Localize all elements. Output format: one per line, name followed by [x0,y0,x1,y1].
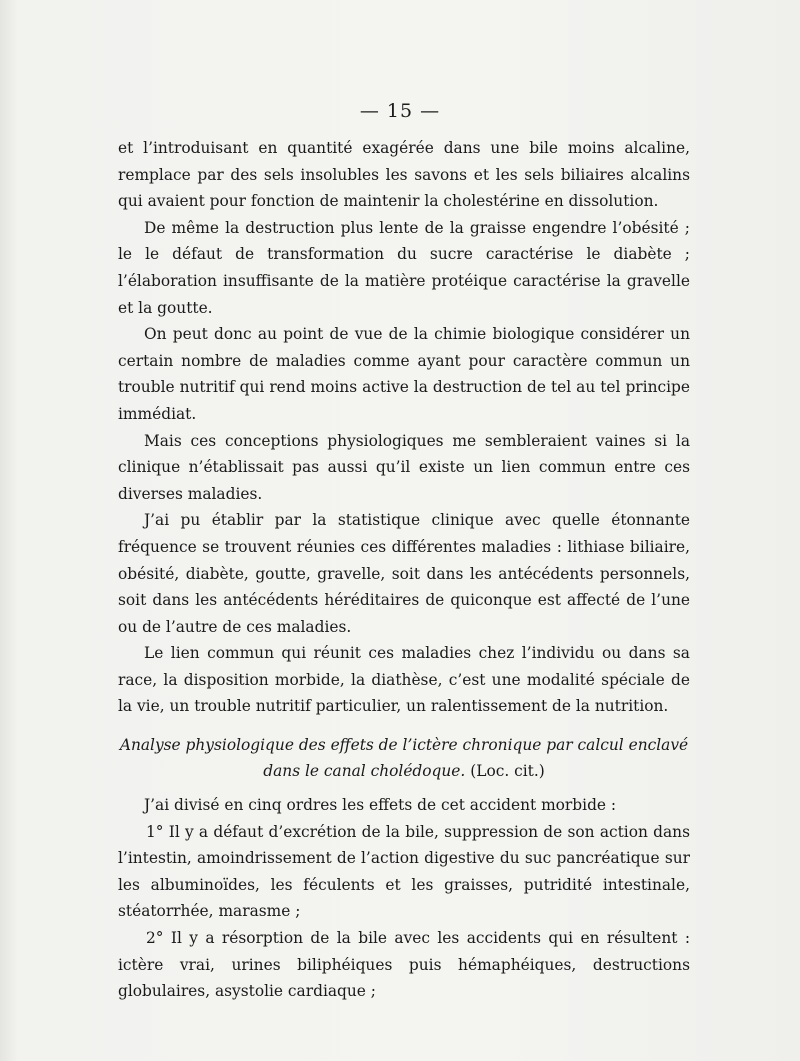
paragraph: J’ai divisé en cinq ordres les effets de cet accident morbide : [144,796,617,815]
paragraph: Mais ces conceptions physiologiques me sembleraient vaines si la clinique n’établissait pas aussi qu’il existe un lien commun entre ces diverses maladies. [118,431,690,503]
paragraph: Le lien commun qui réunit ces maladies chez l’individu ou dans sa race, la disposition morbide, la diathèse, c’est une modalité spéciale de la vie, un trouble nutritif particulier, un ralentissement de la nutrition. [118,644,690,716]
list-item: 1° Il y a défaut d’excrétion de la bile, suppression de son action dans l’intestin, amoindrissement de l’action digestive du suc pancréatique sur les albuminoïdes, les féculents et les graisses, putridité intestinale, stéatorrhée, marasme ; [118,822,690,921]
paragraph: et l’introduisant en quantité exagérée dans une bile moins alcaline, remplace par des sels insolubles les savons et les sels biliaires alcalins qui avaient pour fonction de maintenir la cholestérine en dissolution. [118,139,690,211]
heading-reference: (Loc. cit.) [470,762,545,781]
paragraph: J’ai pu établir par la statistique clinique avec quelle étonnante fréquence se trouvent réunies ces différentes maladies : lithiase biliaire, obésité, diabète, goutte, gravelle, soit dans les antécédents personnels, soit dans les antécédents héréditaires de quiconque est affecté de l’une ou de l’autre de ces maladies. [118,511,690,636]
section-heading [118,732,690,784]
page-number: — 15 — [359,100,441,122]
paragraph: De même la destruction plus lente de la graisse engendre l’obésité ; le le défaut de transformation du sucre caractérise le diabète ; l’élaboration insuffisante de la matière protéique caractérise la gravelle et la goutte. [118,218,690,317]
paragraph: On peut donc au point de vue de la chimie biologique considérer un certain nombre de maladies comme ayant pour caractère commun un trouble nutritif qui rend moins active la destruction de tel au tel principe immédiat. [118,325,690,423]
heading-title-line2: dans le canal cholédoque. [263,762,466,781]
body-text [118,135,690,1005]
list-item: 2° Il y a résorption de la bile avec les accidents qui en résultent : ictère vrai, urines biliphéiques puis hémaphéiques, destructions globulaires, asystolie cardiaque ; [118,929,690,1001]
heading-title-line1: Analyse physiologique des effets de l’ictère chronique par calcul enclavé [119,736,689,755]
